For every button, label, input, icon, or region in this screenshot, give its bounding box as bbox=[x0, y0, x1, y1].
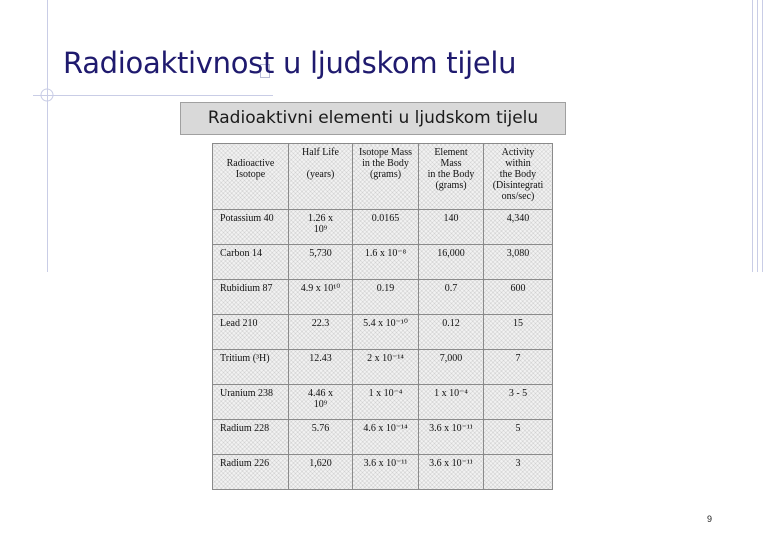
table-cell bbox=[484, 315, 553, 350]
table-cell bbox=[289, 455, 353, 490]
cell-line: Isotope bbox=[235, 169, 266, 180]
cell-line: 3.6 x 10⁻¹¹ bbox=[429, 458, 473, 469]
page-title: Radioaktivnost u ljudskom tijelu bbox=[63, 46, 517, 80]
cell-line: the Body bbox=[499, 169, 537, 180]
cell-line: 4,340 bbox=[506, 213, 530, 224]
cell-line: 1,620 bbox=[309, 458, 332, 469]
table-row bbox=[213, 350, 553, 385]
cell-line: Tritium (³H) bbox=[220, 353, 270, 364]
cell-line: 0.0165 bbox=[371, 213, 400, 224]
left-vertical-rule bbox=[47, 0, 48, 272]
table-cell bbox=[353, 280, 419, 315]
table-row bbox=[213, 315, 553, 350]
table-cell bbox=[353, 245, 419, 280]
cell-line: 5 bbox=[515, 423, 521, 434]
cell-line: in the Body bbox=[362, 158, 409, 169]
cell-line: 7,000 bbox=[439, 353, 463, 364]
table-cell bbox=[484, 420, 553, 455]
cell-line: Mass bbox=[440, 158, 462, 169]
table-cell bbox=[419, 350, 484, 385]
table-cell bbox=[419, 210, 484, 245]
cell-line: Activity bbox=[501, 147, 535, 158]
cell-line: 1 x 10⁻⁴ bbox=[434, 388, 468, 399]
cell-line: Half Life bbox=[302, 147, 339, 158]
cell-line: 3 bbox=[515, 458, 521, 469]
page-number: 9 bbox=[707, 514, 713, 524]
table-cell bbox=[419, 315, 484, 350]
cell-line: 2 x 10⁻¹⁴ bbox=[367, 353, 404, 364]
cell-line: 7 bbox=[515, 353, 521, 364]
table-cell bbox=[419, 420, 484, 455]
cell-line: 1 x 10⁻⁴ bbox=[368, 388, 403, 399]
cell-line: 0.12 bbox=[442, 318, 460, 329]
isotope-name-cell bbox=[213, 385, 289, 420]
table-cell bbox=[419, 280, 484, 315]
cell-line: 600 bbox=[510, 283, 526, 294]
table-cell bbox=[484, 455, 553, 490]
table-cell bbox=[289, 210, 353, 245]
cell-line: Radium 228 bbox=[220, 423, 270, 434]
cell-line bbox=[291, 158, 350, 169]
right-vertical-rule-2 bbox=[757, 0, 758, 272]
cell-line: Potassium 40 bbox=[220, 213, 274, 224]
table-cell bbox=[289, 385, 353, 420]
table-row bbox=[213, 245, 553, 280]
column-header bbox=[353, 144, 419, 210]
isotope-name-cell bbox=[213, 420, 289, 455]
cell-line: 16,000 bbox=[437, 248, 465, 259]
cell-line: 3.6 x 10⁻¹¹ bbox=[429, 423, 473, 434]
table-cell bbox=[289, 350, 353, 385]
cell-line: 0.7 bbox=[444, 283, 458, 294]
cell-line: 4.46 x bbox=[308, 388, 333, 399]
cell-line: 5.4 x 10⁻¹⁰ bbox=[363, 318, 408, 329]
cell-line: Radioactive bbox=[226, 158, 275, 169]
cell-line: (Disintegrati bbox=[492, 180, 544, 191]
table-cell bbox=[289, 315, 353, 350]
cell-line: 1.6 x 10⁻⁸ bbox=[364, 248, 407, 259]
table-caption: Radioaktivni elementi u ljudskom tijelu bbox=[180, 102, 566, 135]
cell-line: (years) bbox=[306, 169, 335, 180]
cell-line: 3 - 5 bbox=[508, 388, 528, 399]
cell-line: within bbox=[505, 158, 531, 169]
cell-line: Isotope Mass bbox=[358, 147, 413, 158]
table-row bbox=[213, 210, 553, 245]
cell-line: (grams) bbox=[369, 169, 402, 180]
cell-line: ons/sec) bbox=[501, 191, 535, 202]
table-cell bbox=[353, 350, 419, 385]
cell-line: 0.19 bbox=[376, 283, 395, 294]
horizontal-rule bbox=[33, 95, 273, 96]
column-header bbox=[419, 144, 484, 210]
table-cell bbox=[484, 350, 553, 385]
cell-line: in the Body bbox=[427, 169, 475, 180]
cell-line: 12.43 bbox=[309, 353, 332, 364]
crosshair-circle-icon bbox=[33, 88, 61, 116]
cell-line: Lead 210 bbox=[220, 318, 258, 329]
cell-line: 5.76 bbox=[311, 423, 330, 434]
cell-line: (grams) bbox=[435, 180, 467, 191]
table-cell bbox=[419, 245, 484, 280]
isotope-name-cell bbox=[213, 315, 289, 350]
table-row bbox=[213, 385, 553, 420]
table-row bbox=[213, 420, 553, 455]
table-cell bbox=[289, 280, 353, 315]
table-cell bbox=[289, 245, 353, 280]
table-cell bbox=[353, 210, 419, 245]
isotope-name-cell bbox=[213, 280, 289, 315]
isotope-table bbox=[212, 143, 553, 490]
cell-line: Radium 226 bbox=[220, 458, 270, 469]
table-cell bbox=[484, 280, 553, 315]
cell-line: Carbon 14 bbox=[220, 248, 262, 259]
cell-line: Uranium 238 bbox=[220, 388, 274, 399]
table-cell bbox=[353, 420, 419, 455]
cell-line: 10⁹ bbox=[313, 224, 328, 235]
cell-line: 1.26 x bbox=[308, 213, 333, 224]
table-cell bbox=[353, 315, 419, 350]
table-cell bbox=[289, 420, 353, 455]
table-cell bbox=[484, 385, 553, 420]
isotope-name-cell bbox=[213, 245, 289, 280]
column-header bbox=[289, 144, 353, 210]
isotope-name-cell bbox=[213, 350, 289, 385]
table-cell bbox=[484, 245, 553, 280]
table-row bbox=[213, 280, 553, 315]
column-header bbox=[484, 144, 553, 210]
table-cell bbox=[419, 385, 484, 420]
isotope-name-cell bbox=[213, 455, 289, 490]
cell-line: 140 bbox=[443, 213, 459, 224]
table-cell bbox=[353, 385, 419, 420]
isotope-name-cell bbox=[213, 210, 289, 245]
table-cell bbox=[484, 210, 553, 245]
isotope-table-container bbox=[212, 143, 552, 480]
cell-line: 10⁹ bbox=[313, 399, 328, 410]
cell-line bbox=[215, 147, 286, 158]
cell-line: 4.6 x 10⁻¹⁴ bbox=[363, 423, 408, 434]
right-vertical-rule-1 bbox=[752, 0, 753, 272]
right-vertical-rule-3 bbox=[762, 0, 763, 272]
table-cell bbox=[419, 455, 484, 490]
table-row bbox=[213, 455, 553, 490]
column-header bbox=[213, 144, 289, 210]
cell-line: 5,730 bbox=[309, 248, 332, 259]
cell-line: Element bbox=[434, 147, 468, 158]
cell-line: Rubidium 87 bbox=[220, 283, 273, 294]
cell-line: 3,080 bbox=[506, 248, 530, 259]
cell-line: 4.9 x 10¹⁰ bbox=[300, 283, 341, 294]
cell-line: 15 bbox=[513, 318, 523, 329]
cell-line: 22.3 bbox=[311, 318, 330, 329]
cell-line: 3.6 x 10⁻¹¹ bbox=[363, 458, 408, 469]
table-cell bbox=[353, 455, 419, 490]
table-header-row bbox=[213, 144, 553, 210]
